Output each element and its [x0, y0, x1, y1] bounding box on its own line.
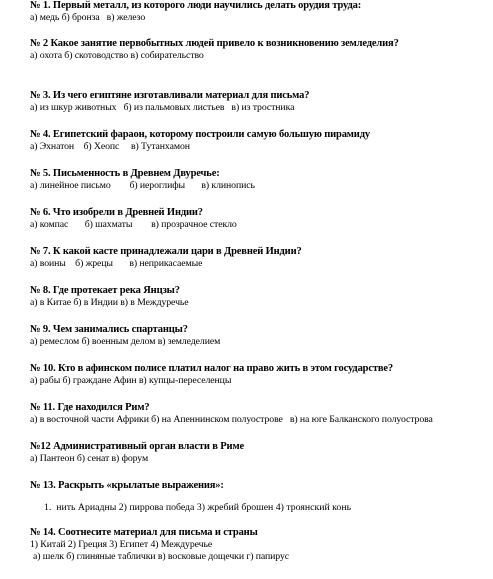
question-10 — [30, 363, 393, 387]
question-2 — [30, 38, 399, 62]
question-8 — [30, 285, 189, 309]
question-countries: 1) Китай 2) Греция 3) Египет 4) Междуречье — [30, 539, 213, 550]
question-answers: а) в Китае б) в Индии в) в Междуречье — [30, 297, 189, 308]
question-answers: а) Пантеон б) сенат в) форум — [30, 453, 149, 464]
question-13 — [30, 480, 224, 492]
question-title: № 5. Письменность в Древнем Двуречье: — [30, 168, 220, 179]
question-title: № 11. Где находился Рим? — [30, 402, 150, 413]
question-answers: а) воины б) жрецы в) неприкасаемые — [30, 258, 203, 269]
question-answers: а) Эхнатон б) Хеопс в) Тутанхамон — [30, 141, 190, 152]
question-title: № 1. Первый металл, из которого люди научились делать орудия труда: — [30, 0, 362, 11]
question-title: № 9. Чем занимались спартанцы? — [30, 324, 188, 335]
question-title: № 6. Что изобрели в Древней Индии? — [30, 207, 203, 218]
question-answers: а) рабы б) граждане Афин в) купцы-переселенцы — [30, 375, 232, 386]
question-5 — [30, 168, 255, 192]
question-7 — [30, 246, 302, 270]
question-9 — [30, 324, 220, 348]
question-12 — [30, 441, 244, 465]
question-13-list: 1. нить Ариадны 2) пиррова победа 3) жребий брошен 4) троянский конь — [44, 502, 352, 513]
question-answers: а) линейное письмо б) иероглифы в) клинопись — [30, 180, 255, 191]
question-4 — [30, 129, 370, 153]
question-answers: а) ремеслом б) военным делом в) земледелием — [30, 336, 221, 347]
question-3 — [30, 90, 309, 114]
question-14 — [30, 527, 289, 563]
question-materials: а) шелк б) глиняные таблички в) восковые дощечки г) папирус — [33, 551, 290, 562]
question-answers: а) в восточной части Африки б) на Апеннинском полуострове в) на юге Балканского полуострова — [30, 414, 433, 425]
question-title: № 2 Какое занятие первобытных людей привело к возникновению земледелия? — [30, 38, 399, 49]
question-answers: а) из шкур животных б) из пальмовых листьев в) из тростника — [30, 102, 295, 113]
question-title: № 4. Египетский фараон, которому построили самую большую пирамиду — [30, 129, 370, 140]
question-title: № 7. К какой касте принадлежали цари в Древней Индии? — [30, 246, 302, 257]
question-answers: а) медь б) бронза в) железо — [30, 12, 146, 23]
question-answers: а) охота б) скотоводство в) собирательство — [30, 50, 204, 61]
question-title: № 10. Кто в афинском полисе платил налог на право жить в этом государстве? — [30, 363, 394, 374]
question-answers: а) компас б) шахматы в) прозрачное стекло — [30, 219, 237, 230]
question-title: № 3. Из чего египтяне изготавливали материал для письма? — [30, 90, 310, 101]
question-title: № 14. Соотнесите материал для письма и страны — [30, 527, 258, 538]
question-title: № 13. Раскрыть «крылатые выражения»: — [30, 480, 224, 491]
question-title: №12 Административный орган власти в Риме — [30, 441, 244, 452]
question-title: № 8. Где протекает река Янцзы? — [30, 285, 180, 296]
question-11 — [30, 402, 433, 426]
question-1 — [30, 0, 361, 24]
question-6 — [30, 207, 237, 231]
